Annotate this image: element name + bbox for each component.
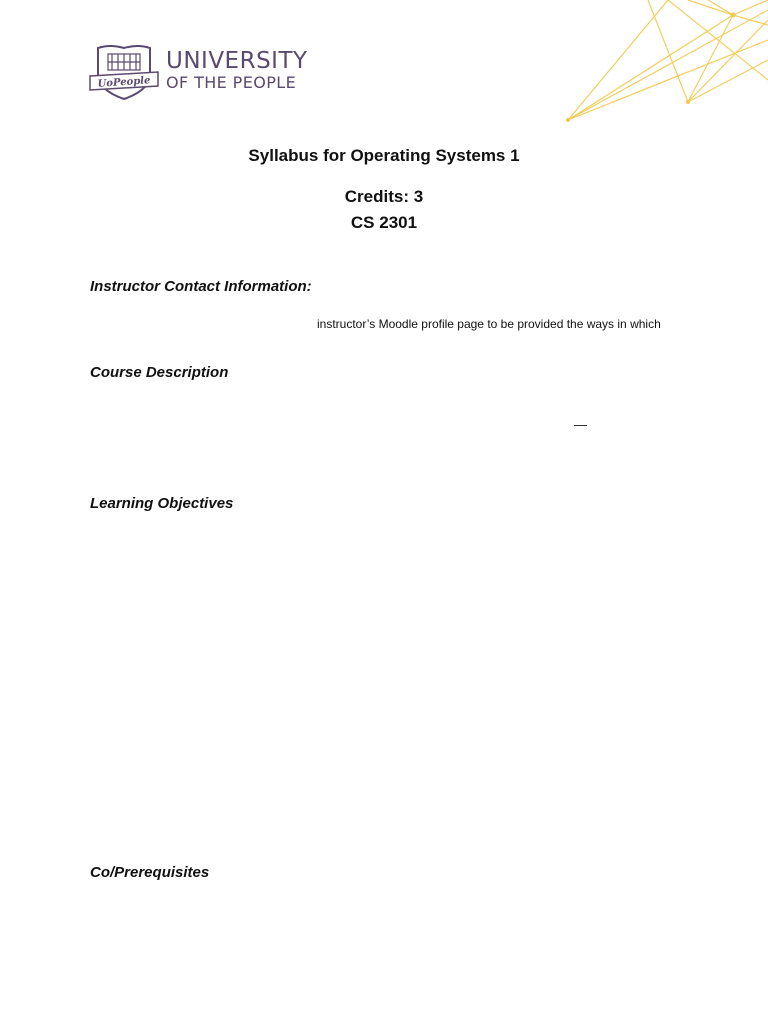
uopeople-emblem-icon <box>88 42 160 102</box>
logo-university-text: UNIVERSITY <box>166 48 308 74</box>
credits-label: Credits: 3 <box>344 187 424 206</box>
course-code: CS 2301 <box>350 213 418 232</box>
emblem-banner-text: UoPeople <box>97 75 151 90</box>
syllabus-title: Syllabus for Operating Systems 1 <box>248 146 520 165</box>
prerequisites-heading: Co/Prerequisites <box>90 864 210 881</box>
course-description-heading: Course Description <box>90 364 229 381</box>
instructor-contact-heading: Instructor Contact Information: <box>90 278 312 295</box>
logo-wordmark <box>166 48 308 92</box>
university-logo <box>88 42 328 102</box>
logo-of-the-people-text: OF THE PEOPLE <box>166 73 297 92</box>
instructor-contact-text: instructor’s Moodle profile page to be provided the ways in which <box>317 317 661 331</box>
description-dash: — <box>574 417 587 432</box>
decorative-gold-lines <box>548 0 768 130</box>
learning-objectives-heading: Learning Objectives <box>90 495 234 512</box>
